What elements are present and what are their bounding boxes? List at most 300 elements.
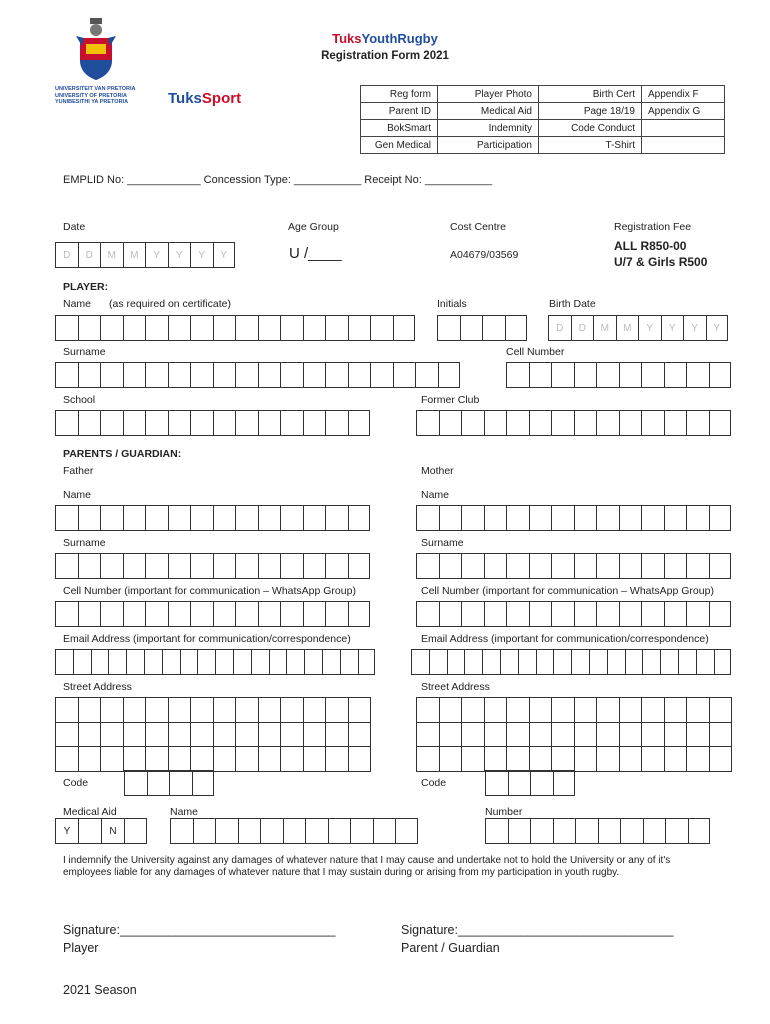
char-box[interactable] [325,601,348,627]
char-box[interactable] [574,362,597,388]
char-box[interactable] [101,747,124,772]
char-box[interactable] [325,362,348,388]
char-box[interactable] [710,698,733,723]
initials-grid[interactable] [437,315,527,341]
char-box[interactable] [482,315,505,341]
char-box[interactable] [574,601,597,627]
char-box[interactable] [687,747,710,772]
char-box[interactable] [508,818,531,844]
char-box[interactable] [145,362,168,388]
char-box[interactable] [79,723,102,748]
char-box[interactable] [530,818,553,844]
char-box[interactable] [145,505,168,531]
char-box[interactable] [197,649,215,675]
char-box[interactable] [348,362,371,388]
char-box[interactable] [162,649,180,675]
mother-code-grid[interactable] [485,770,575,796]
char-box[interactable] [664,553,687,579]
char-box[interactable] [551,505,574,531]
mother-surname-grid[interactable] [416,553,731,579]
char-box[interactable] [596,410,619,436]
char-box[interactable] [145,601,168,627]
medical-blank-box[interactable] [78,818,101,844]
char-box[interactable] [280,553,303,579]
char-box[interactable] [325,315,348,341]
char-box[interactable] [251,649,269,675]
char-box[interactable] [641,362,664,388]
char-box[interactable] [643,818,666,844]
char-box[interactable] [101,698,124,723]
char-box[interactable] [91,649,109,675]
char-box[interactable] [529,505,552,531]
char-box[interactable] [146,747,169,772]
char-box[interactable] [596,553,619,579]
char-box[interactable] [348,553,371,579]
char-box[interactable] [553,649,571,675]
char-box[interactable] [190,505,213,531]
char-box[interactable] [100,315,123,341]
char-box[interactable] [349,747,372,772]
char-box[interactable] [304,747,327,772]
char-box[interactable] [123,315,146,341]
char-box[interactable] [665,818,688,844]
char-box[interactable] [281,747,304,772]
char-box[interactable] [571,649,589,675]
char-box[interactable] [686,505,709,531]
char-box[interactable] [438,362,461,388]
char-box[interactable] [530,723,553,748]
char-box[interactable] [500,649,518,675]
char-box[interactable] [709,601,732,627]
char-box[interactable] [325,553,348,579]
char-box[interactable] [529,601,552,627]
char-box[interactable] [529,553,552,579]
char-box[interactable] [235,315,258,341]
char-box[interactable] [464,649,482,675]
char-box[interactable] [214,747,237,772]
char-box[interactable] [696,649,714,675]
char-box[interactable] [416,505,439,531]
char-box[interactable] [213,601,236,627]
char-box[interactable] [236,747,259,772]
father-email-grid[interactable] [55,649,375,675]
char-box[interactable] [485,818,508,844]
char-box[interactable] [235,601,258,627]
char-box[interactable] [507,698,530,723]
char-box[interactable] [145,315,168,341]
char-box[interactable] [281,723,304,748]
char-box[interactable] [259,747,282,772]
char-box[interactable] [303,362,326,388]
char-box[interactable] [305,818,328,844]
medical-yes-box[interactable]: Y [55,818,78,844]
char-box[interactable] [100,362,123,388]
char-box[interactable] [440,747,463,772]
char-box[interactable]: D [548,315,571,341]
char-box[interactable] [596,362,619,388]
char-box[interactable] [709,505,732,531]
char-box[interactable] [439,410,462,436]
char-box[interactable] [258,315,281,341]
char-box[interactable] [147,770,170,796]
char-box[interactable] [417,698,440,723]
father-name-grid[interactable] [55,505,370,531]
char-box[interactable] [214,723,237,748]
char-box[interactable]: M [100,242,123,268]
char-box[interactable] [259,698,282,723]
char-box[interactable] [78,505,101,531]
char-box[interactable] [55,649,73,675]
char-box[interactable]: M [593,315,616,341]
former-club-grid[interactable] [416,410,731,436]
char-box[interactable] [303,315,326,341]
player-surname-grid[interactable] [55,362,460,388]
char-box[interactable] [168,553,191,579]
char-box[interactable] [416,553,439,579]
char-box[interactable] [169,747,192,772]
char-box[interactable] [236,698,259,723]
char-box[interactable] [575,747,598,772]
char-box[interactable] [598,818,621,844]
char-box[interactable] [461,553,484,579]
char-box[interactable] [506,410,529,436]
char-box[interactable] [170,818,193,844]
char-box[interactable] [191,747,214,772]
char-box[interactable] [529,410,552,436]
char-box[interactable] [411,649,429,675]
char-box[interactable] [641,553,664,579]
char-box[interactable] [642,723,665,748]
char-box[interactable] [235,505,258,531]
char-box[interactable] [664,362,687,388]
char-box[interactable] [461,601,484,627]
char-box[interactable] [370,315,393,341]
char-box[interactable] [238,818,261,844]
char-box[interactable] [213,553,236,579]
char-box[interactable] [596,601,619,627]
char-box[interactable] [303,505,326,531]
char-box[interactable] [686,553,709,579]
char-box[interactable] [709,410,732,436]
char-box[interactable] [687,723,710,748]
char-box[interactable] [642,649,660,675]
char-box[interactable] [124,698,147,723]
char-box[interactable] [214,698,237,723]
char-box[interactable] [78,553,101,579]
char-box[interactable] [664,505,687,531]
char-box[interactable] [619,553,642,579]
char-box[interactable] [552,747,575,772]
char-box[interactable] [126,649,144,675]
player-signature-line[interactable]: Signature:_______________________________ [63,923,336,937]
char-box[interactable] [55,410,78,436]
char-box[interactable] [395,818,418,844]
char-box[interactable] [235,362,258,388]
char-box[interactable] [123,505,146,531]
char-box[interactable] [641,601,664,627]
char-box[interactable] [506,362,529,388]
char-box[interactable] [260,818,283,844]
char-box[interactable] [258,362,281,388]
char-box[interactable] [258,410,281,436]
medical-no-box[interactable]: N [101,818,124,844]
char-box[interactable] [348,505,371,531]
char-box[interactable] [328,818,351,844]
char-box[interactable] [193,818,216,844]
char-box[interactable]: Y [706,315,729,341]
char-box[interactable]: D [78,242,101,268]
char-box[interactable] [485,698,508,723]
char-box[interactable]: Y [190,242,213,268]
char-box[interactable] [619,505,642,531]
char-box[interactable] [191,698,214,723]
char-box[interactable]: M [616,315,639,341]
char-box[interactable] [551,362,574,388]
char-box[interactable] [124,723,147,748]
medical-blank-box[interactable] [124,818,147,844]
char-box[interactable] [439,553,462,579]
char-box[interactable] [530,747,553,772]
char-box[interactable] [55,362,78,388]
char-box[interactable] [642,698,665,723]
char-box[interactable] [123,601,146,627]
char-box[interactable] [280,410,303,436]
char-box[interactable] [79,747,102,772]
char-box[interactable] [123,553,146,579]
char-box[interactable] [484,505,507,531]
char-box[interactable] [439,505,462,531]
char-box[interactable] [191,723,214,748]
char-box[interactable] [348,315,371,341]
char-box[interactable] [552,698,575,723]
char-box[interactable] [393,315,416,341]
char-box[interactable] [124,747,147,772]
char-box[interactable] [55,601,78,627]
mother-street-grid[interactable] [416,697,732,772]
char-box[interactable] [215,818,238,844]
char-box[interactable] [213,362,236,388]
char-box[interactable] [123,362,146,388]
char-box[interactable] [100,601,123,627]
char-box[interactable] [370,362,393,388]
char-box[interactable] [169,723,192,748]
char-box[interactable] [417,747,440,772]
char-box[interactable] [55,553,78,579]
char-box[interactable] [78,362,101,388]
char-box[interactable] [280,505,303,531]
char-box[interactable] [619,601,642,627]
char-box[interactable] [283,818,306,844]
char-box[interactable] [235,553,258,579]
char-box[interactable] [100,410,123,436]
char-box[interactable] [73,649,91,675]
school-grid[interactable] [55,410,370,436]
char-box[interactable] [620,698,643,723]
medical-name-grid[interactable] [170,818,418,844]
char-box[interactable] [145,410,168,436]
char-box[interactable] [619,410,642,436]
char-box[interactable] [349,723,372,748]
char-box[interactable] [620,747,643,772]
char-box[interactable] [286,649,304,675]
char-box[interactable] [415,362,438,388]
char-box[interactable] [625,649,643,675]
char-box[interactable] [688,818,711,844]
char-box[interactable] [168,505,191,531]
char-box[interactable] [56,698,79,723]
char-box[interactable] [574,410,597,436]
char-box[interactable] [100,553,123,579]
char-box[interactable] [484,601,507,627]
char-box[interactable] [508,770,531,796]
char-box[interactable] [348,601,371,627]
char-box[interactable] [686,410,709,436]
char-box[interactable] [461,410,484,436]
father-surname-grid[interactable] [55,553,370,579]
char-box[interactable] [664,410,687,436]
char-box[interactable] [168,362,191,388]
age-group-value[interactable]: U /____ [289,245,342,262]
medical-yn-grid[interactable] [55,818,147,844]
char-box[interactable] [258,601,281,627]
char-box[interactable] [589,649,607,675]
char-box[interactable] [641,410,664,436]
char-box[interactable] [213,315,236,341]
char-box[interactable] [518,649,536,675]
char-box[interactable] [597,698,620,723]
char-box[interactable] [619,362,642,388]
char-box[interactable] [78,601,101,627]
char-box[interactable] [100,505,123,531]
char-box[interactable] [709,553,732,579]
char-box[interactable] [215,649,233,675]
char-box[interactable]: D [571,315,594,341]
char-box[interactable] [620,818,643,844]
char-box[interactable] [686,601,709,627]
char-box[interactable]: Y [145,242,168,268]
char-box[interactable] [326,747,349,772]
char-box[interactable] [552,723,575,748]
char-box[interactable] [146,698,169,723]
char-box[interactable] [281,698,304,723]
char-box[interactable] [462,723,485,748]
char-box[interactable] [280,362,303,388]
char-box[interactable] [190,362,213,388]
char-box[interactable] [56,723,79,748]
char-box[interactable] [280,601,303,627]
mother-name-grid[interactable] [416,505,731,531]
char-box[interactable] [484,410,507,436]
char-box[interactable] [641,505,664,531]
father-street-grid[interactable] [55,697,371,772]
char-box[interactable] [506,553,529,579]
char-box[interactable] [529,362,552,388]
char-box[interactable] [665,698,688,723]
char-box[interactable] [124,770,147,796]
char-box[interactable] [447,649,465,675]
char-box[interactable] [429,649,447,675]
char-box[interactable] [108,649,126,675]
char-box[interactable] [575,698,598,723]
char-box[interactable] [507,723,530,748]
char-box[interactable] [642,747,665,772]
char-box[interactable] [596,505,619,531]
char-box[interactable] [551,601,574,627]
char-box[interactable] [340,649,358,675]
char-box[interactable] [460,315,483,341]
char-box[interactable] [439,601,462,627]
char-box[interactable] [553,818,576,844]
char-box[interactable] [574,553,597,579]
char-box[interactable] [393,362,416,388]
char-box[interactable] [507,747,530,772]
char-box[interactable] [620,723,643,748]
char-box[interactable] [597,747,620,772]
char-box[interactable] [258,505,281,531]
char-box[interactable] [551,410,574,436]
char-box[interactable] [213,505,236,531]
mother-email-grid[interactable] [411,649,731,675]
char-box[interactable] [461,505,484,531]
birth-date-grid[interactable] [548,315,728,341]
char-box[interactable]: M [123,242,146,268]
char-box[interactable] [190,553,213,579]
char-box[interactable] [55,505,78,531]
char-box[interactable] [575,818,598,844]
char-box[interactable] [714,649,732,675]
char-box[interactable] [304,723,327,748]
char-box[interactable] [462,698,485,723]
char-box[interactable] [536,649,554,675]
char-box[interactable] [665,747,688,772]
date-grid[interactable] [55,242,235,268]
char-box[interactable] [180,649,198,675]
char-box[interactable] [530,698,553,723]
char-box[interactable]: Y [661,315,684,341]
char-box[interactable] [304,649,322,675]
char-box[interactable] [417,723,440,748]
char-box[interactable] [325,505,348,531]
char-box[interactable] [482,649,500,675]
char-box[interactable] [505,315,528,341]
char-box[interactable] [144,649,162,675]
char-box[interactable] [485,770,508,796]
char-box[interactable] [325,410,348,436]
char-box[interactable] [303,553,326,579]
char-box[interactable] [710,747,733,772]
char-box[interactable] [280,315,303,341]
char-box[interactable] [101,723,124,748]
parent-signature-line[interactable]: Signature:_______________________________ [401,923,674,937]
char-box[interactable] [192,770,215,796]
char-box[interactable] [710,723,733,748]
char-box[interactable] [437,315,460,341]
char-box[interactable] [78,315,101,341]
char-box[interactable] [322,649,340,675]
char-box[interactable] [373,818,396,844]
char-box[interactable] [574,505,597,531]
char-box[interactable] [190,410,213,436]
char-box[interactable] [664,601,687,627]
char-box[interactable] [235,410,258,436]
char-box[interactable] [348,410,371,436]
char-box[interactable] [168,601,191,627]
char-box[interactable]: Y [683,315,706,341]
char-box[interactable] [687,698,710,723]
char-box[interactable] [506,601,529,627]
char-box[interactable] [78,410,101,436]
char-box[interactable] [304,698,327,723]
